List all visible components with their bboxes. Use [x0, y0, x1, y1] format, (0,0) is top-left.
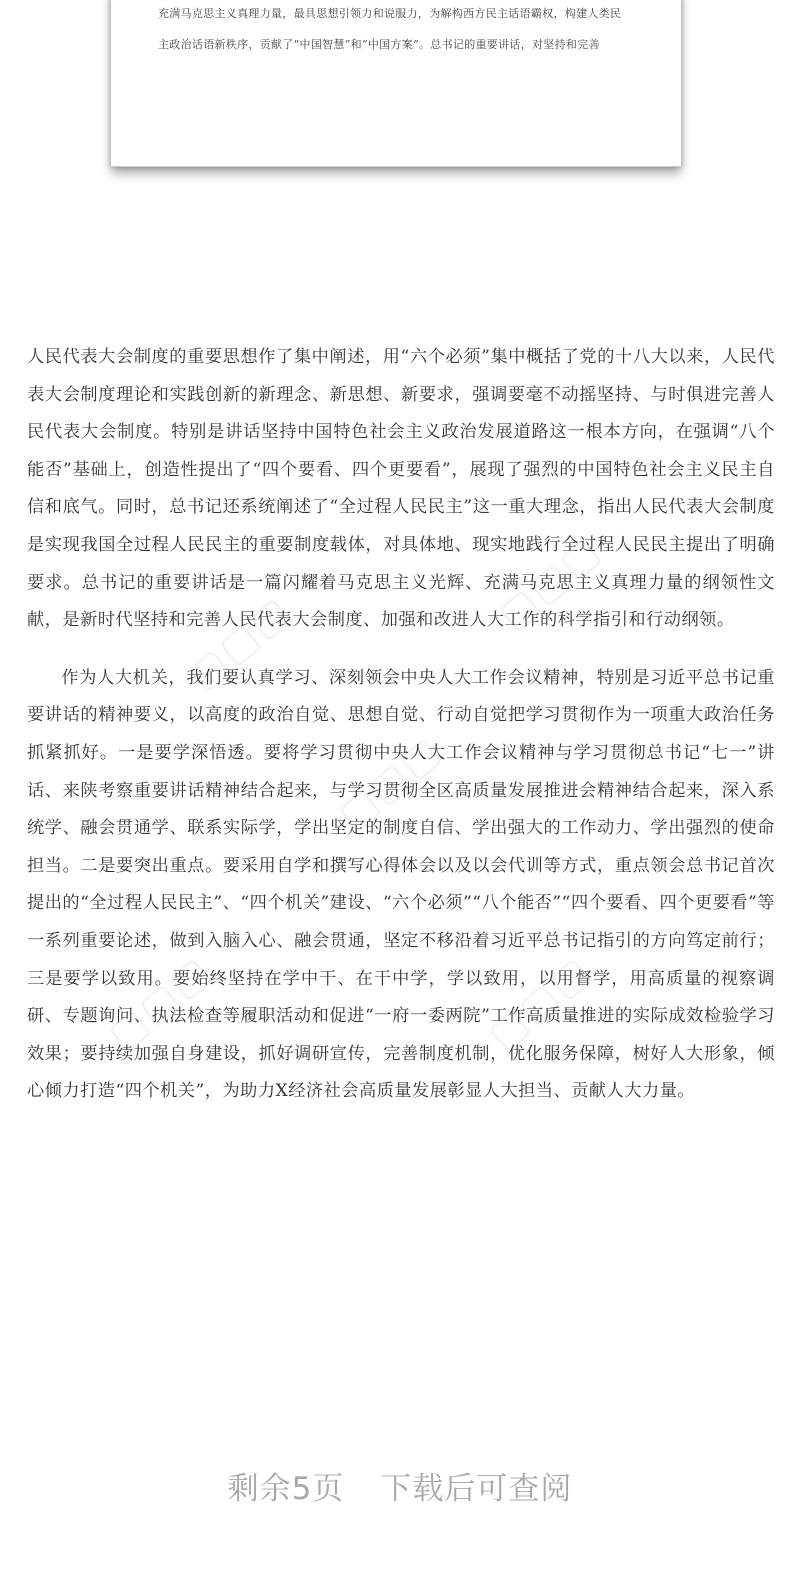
watermark-icon: ▢▢▢	[479, 947, 601, 1059]
article-paragraph: 作为人大机关，我们要认真学习、深刻领会中央人大工作会议精神，特别是习近平总书记重要讲话的精神要义，以高度的政治自觉、思想自觉、行动自觉把学习贯彻作为一项重大政治任务抓紧抓好。一是要学深悟透。要将学习贯彻中央人大工作会议精神与学习贯彻总书记“七一”讲话、来陕考察重要讲话精神结合起来，与学习贯彻全区高质量发展推进会精神结合起来，深入系统学、融会贯通学、联系实际学，学出坚定的制度自信、学出强大的工作动力、学出强烈的使命担当。二是要突出重点。要采用自学和撰写心得体会以及以会代训等方式，重点领会总书记首次提出的“全过程人民民主”、“四个机关”建设、“六个必须”“八个能否”“四个要看、四个更要看”等一系列重要论述，做到入脑入心、融会贯通，坚定不移沿着习近平总书记指引的方向笃定前行；三是要学以致用。要始终坚持在学中干、在干中学，学以致用，以用督学，用高质量的视察调研、专题询问、执法检查等履职活动和促进“一府一委两院”工作高质量推进的实际成效检验学习效果；要持续加强自身建设，抓好调研宣传，完善制度机制，优化服务保障，树好人大形象，倾心倾力打造“四个机关”，为助力X经济社会高质量发展彰显人大担当、贡献人大力量。	[27, 667, 775, 1102]
watermark-icon: ▢▢▢	[179, 587, 301, 699]
remaining-pages-label: 剩余5页	[227, 1471, 345, 1507]
watermark-icon: ▢▢▢	[329, 727, 451, 839]
remaining-pages-banner[interactable]	[0, 1467, 800, 1511]
watermark-icon: ▢▢▢	[489, 527, 611, 639]
article-paragraph: 人民代表大会制度的重要思想作了集中阐述，用“六个必须”集中概括了党的十八大以来，人民代表大会制度理论和实践创新的新理念、新思想、新要求，强调要毫不动摇坚持、与时俱进完善人民代表大会制度。特别是讲话坚持中国特色社会主义政治发展道路这一根本方向，在强调“八个能否”基础上，创造性提出了“四个要看、四个更要看”，展现了强烈的中国特色社会主义民主自信和底气。同时，总书记还系统阐述了“全过程人民民主”这一重大理念，指出人民代表大会制度是实现我国全过程人民民主的重要制度载体，对具体地、现实地践行全过程人民民主提出了明确要求。总书记的重要讲话是一篇闪耀着马克思主义光辉、充满马克思主义真理力量的纲领性文献，是新时代坚持和完善人民代表大会制度、加强和改进人大工作的科学指引和行动纲领。	[27, 347, 775, 631]
previous-page-preview	[111, 0, 681, 167]
preview-text-line: 主政治话语新秩序，贡献了“中国智慧”和“中国方案”。总书记的重要讲话，对坚持和完善	[158, 38, 600, 51]
article-body	[27, 339, 775, 1111]
preview-text-line: 充满马克思主义真理力量，最具思想引领力和说服力，为解构西方民主话语霸权，构建人类民	[158, 7, 622, 20]
download-hint-label: 下载后可查阅	[380, 1471, 573, 1507]
watermark-icon: ▢▢▢	[99, 947, 221, 1059]
